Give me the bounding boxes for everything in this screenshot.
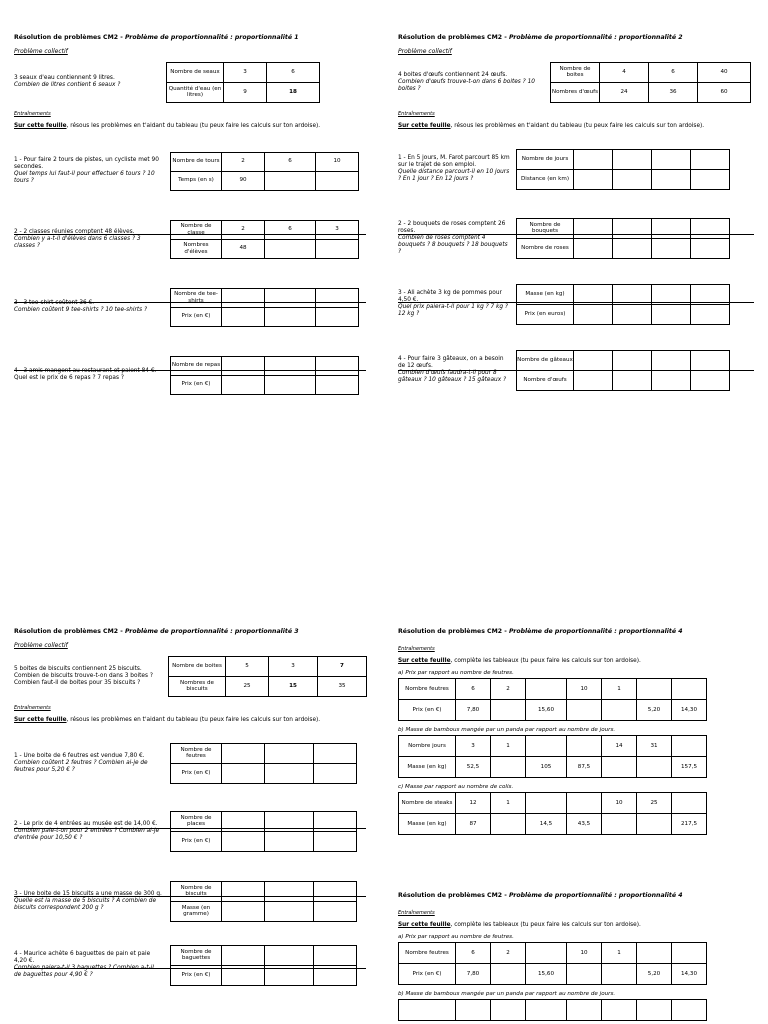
worksheet-4 [398, 628, 768, 835]
table-cell: 15,60 [526, 964, 567, 985]
table-cell: 15 [269, 676, 318, 696]
table-cell: Prix (en €) [399, 964, 456, 985]
table-cell [526, 679, 567, 700]
table-cell [314, 901, 357, 921]
table-cell [314, 763, 357, 783]
problem-table [170, 945, 357, 986]
table-cell [316, 307, 359, 326]
table-cell: 4 [600, 62, 649, 82]
table-cell [314, 945, 357, 965]
table-cell [613, 169, 652, 189]
table-cell: Nombres de biscuits [169, 676, 226, 696]
table-cell [691, 350, 730, 370]
table-a-label: a) Prix par rapport au nombre de feutres. [398, 934, 514, 940]
table-cell: 87,5 [567, 757, 602, 778]
table-cell [574, 238, 613, 258]
collectif-label: Problème collectif [398, 48, 452, 55]
table-cell: 25 [637, 793, 672, 814]
problem-1: 1 - Pour faire 2 tours de pistes, un cycliste met 90 secondes. Quel temps lui faut-il pour effectuer 6 tours ? 10 tours ? Nombre de tours 2 6 10 Temps (en s) 90 [14, 147, 384, 195]
table-cell: Nombre de tours [171, 152, 222, 171]
table-cell [265, 901, 314, 921]
collectif-table [168, 656, 367, 697]
table-cell [491, 964, 526, 985]
table-cell: 2 [222, 152, 265, 171]
table-cell: 52,5 [456, 757, 491, 778]
table-cell: 157,5 [672, 757, 707, 778]
table-cell: 35 [318, 676, 367, 696]
table-cell: Masse (en gramme) [171, 901, 222, 921]
problem-3: 3 - Ali achète 3 kg de pommes pour 4,50 €. Quel prix paiera-t-il pour 1 kg ? 7 kg ? 12 kg ? Masse (en kg) Prix (en euros) [398, 279, 768, 329]
consigne: Sur cette feuille, complète les tableaux (tu peux faire les calculs sur ton ardoise). [398, 658, 641, 664]
table-cell [567, 1000, 602, 1021]
table-cell [637, 679, 672, 700]
table-cell [491, 700, 526, 721]
table-cell [222, 307, 265, 326]
table-cell [222, 965, 265, 985]
table-cell: 14,5 [526, 814, 567, 835]
table-cell: 6 [267, 62, 320, 82]
worksheet-title: Résolution de problèmes CM2 - Problème de proportionnalité : proportionnalité 4 [398, 628, 683, 635]
table-cell [613, 350, 652, 370]
table-cell [691, 370, 730, 390]
table-cell [574, 284, 613, 304]
worksheet-title: Résolution de problèmes CM2 - Problème de proportionnalité : proportionnalité 1 [14, 34, 299, 41]
table-cell: Nombre de biscuits [171, 881, 222, 901]
table-cell: 2 [491, 679, 526, 700]
table-cell [652, 169, 691, 189]
collectif-label: Problème collectif [14, 642, 68, 649]
table-cell: 105 [526, 757, 567, 778]
problem-table [170, 811, 357, 852]
table-cell: 7,80 [456, 964, 491, 985]
table-cell [399, 1000, 456, 1021]
table-cell: Prix (en €) [171, 763, 222, 783]
table-cell [637, 757, 672, 778]
table-cell: 6 [265, 220, 316, 239]
table-cell [567, 964, 602, 985]
table-cell [265, 945, 314, 965]
table-cell: Nombre feutres [399, 679, 456, 700]
problem-2: 2 - 2 classes réunies comptent 48 élèves. Combien y a-t-il d'élèves dans 6 classes ? 3 classes ? Nombre de classe 2 6 3 Nombres d'élèves 48 [14, 215, 384, 263]
table-cell [613, 218, 652, 238]
table-cell: 5,20 [637, 700, 672, 721]
entrainements-label: Entraînements [398, 910, 435, 916]
problem-table [170, 743, 357, 784]
table-cell [652, 370, 691, 390]
table-cell [314, 965, 357, 985]
table-cell: 14,30 [672, 964, 707, 985]
table-cell [222, 356, 265, 375]
problem-2: 2 - Le prix de 4 entrées au musée est de 14,00 €. Combien paie-t-on pour 2 entrées ? Combien ai-je d'entrée pour 10,50 € ? Nombre de places Prix (en €) [14, 807, 384, 855]
collectif-problem: 3 seaux d'eau contiennent 9 litres. Combien de litres contient 6 seaux ? Nombre de seaux 3 6 Quantité d'eau (en litres) 9 18 [14, 59, 384, 105]
table-cell: 10 [602, 793, 637, 814]
problem-3: 3 - 3 tee-shirt coûtent 36 €. Combien coûtent 9 tee-shirts ? 10 tee-shirts ? Nombre de tee-shirts Prix (en €) [14, 283, 384, 331]
table-cell: Masse (en kg) [399, 814, 456, 835]
table-cell [222, 901, 265, 921]
table-cell [613, 149, 652, 169]
table-cell: 1 [602, 943, 637, 964]
table-cell: 1 [602, 679, 637, 700]
table-cell: Nombre jours [399, 736, 456, 757]
table-cell [574, 149, 613, 169]
table-cell: Nombre feutres [399, 943, 456, 964]
table-cell [672, 943, 707, 964]
table-cell [652, 350, 691, 370]
table-cell [602, 1000, 637, 1021]
table-cell [316, 171, 359, 190]
table-cell: 24 [600, 82, 649, 102]
table-cell [314, 811, 357, 831]
table-cell: 18 [267, 82, 320, 102]
problem-4: 4 - Maurice achète 6 baguettes de pain et paie 4,20 €. Combien paiera-t-il 3 baguettes ? Combien a-t-il de baguettes pour 4,90 € ? Nombre de baguettes Prix (en €) [14, 941, 384, 989]
table-cell: Nombre de bouquets [517, 218, 574, 238]
table-cell: Nombre de boites [551, 62, 600, 82]
table-cell [613, 284, 652, 304]
table-cell [526, 1000, 567, 1021]
table-cell [265, 288, 316, 307]
problem-table [516, 350, 730, 391]
problem-table [170, 152, 359, 191]
table-cell [316, 356, 359, 375]
table-cell [602, 757, 637, 778]
table-cell [691, 304, 730, 324]
table-cell [691, 149, 730, 169]
table-cell: 6 [265, 152, 316, 171]
consigne: Sur cette feuille, résous les problèmes en t'aidant du tableau (tu peux faire les calculs sur ton ardoise). [14, 123, 321, 129]
table-cell: Temps (en s) [171, 171, 222, 190]
problem-4: 4 - 3 amis mangent au restaurant et paient 84 €. Quel est le prix de 6 repas ? 7 repas ? Nombre de repas Prix (en €) [14, 351, 384, 399]
table-cell [491, 757, 526, 778]
table-cell [602, 964, 637, 985]
table-cell [672, 736, 707, 757]
consigne: Sur cette feuille, résous les problèmes en t'aidant du tableau (tu peux faire les calculs sur ton ardoise). [14, 717, 321, 723]
table-cell: Nombre de steaks [399, 793, 456, 814]
table-cell: 87 [456, 814, 491, 835]
table-cell [652, 149, 691, 169]
table-cell [574, 218, 613, 238]
table-b-label: b) Masse de bambous mangée par un panda par rapport au nombre de jours. [398, 727, 616, 733]
table-cell [222, 881, 265, 901]
consigne: Sur cette feuille, complète les tableaux (tu peux faire les calculs sur ton ardoise). [398, 922, 641, 928]
table-cell [574, 350, 613, 370]
problem-3: 3 - Une boite de 15 biscuits a une masse de 300 g. Quelle est la masse de 5 biscuits ? A combien de biscuits correspondent 200 g ? Nombre de biscuits Masse (en gramme) [14, 875, 384, 927]
table-cell [316, 288, 359, 307]
table-a [398, 678, 707, 721]
table-cell: Nombres d'œufs [551, 82, 600, 102]
table-cell [574, 304, 613, 324]
table-cell: Nombre de boites [169, 656, 226, 676]
table-cell: 3 [456, 736, 491, 757]
table-cell [526, 793, 567, 814]
entrainements-label: Entraînements [14, 705, 51, 711]
worksheet-1 [14, 34, 384, 399]
table-cell: 6 [649, 62, 698, 82]
worksheet-2 [398, 34, 768, 397]
table-cell: Nombre de roses [517, 238, 574, 258]
worksheet-title: Résolution de problèmes CM2 - Problème de proportionnalité : proportionnalité 2 [398, 34, 683, 41]
table-cell [637, 943, 672, 964]
table-cell: 7,80 [456, 700, 491, 721]
table-cell: Nombre de places [171, 811, 222, 831]
table-cell: Nombre de gâteaux [517, 350, 574, 370]
table-cell [222, 743, 265, 763]
table-cell: 5 [226, 656, 269, 676]
table-cell: Prix (en €) [171, 375, 222, 394]
table-cell [574, 169, 613, 189]
consigne: Sur cette feuille, résous les problèmes en t'aidant du tableau (tu peux faire les calculs sur ton ardoise). [398, 123, 705, 129]
table-cell [222, 945, 265, 965]
table-cell [316, 239, 359, 258]
table-cell: 15,60 [526, 700, 567, 721]
table-cell: 10 [316, 152, 359, 171]
table-cell [652, 284, 691, 304]
table-cell [613, 370, 652, 390]
table-cell [314, 831, 357, 851]
table-cell: Masse (en kg) [517, 284, 574, 304]
problem-table [170, 288, 359, 327]
problem-table [516, 149, 730, 190]
collectif-problem: 4 boites d'œufs contiennent 24 œufs. Combien d'œufs trouve-t-on dans 6 boites ? 10 boites ? Nombre de boites 4 6 40 Nombres d'œufs 24 36 60 [398, 59, 768, 105]
worksheet-title: Résolution de problèmes CM2 - Problème de proportionnalité : proportionnalité 3 [14, 628, 299, 635]
table-cell [691, 218, 730, 238]
table-cell [526, 736, 567, 757]
table-b [398, 735, 707, 778]
table-cell [491, 1000, 526, 1021]
table-cell: Nombre de repas [171, 356, 222, 375]
table-cell: 14,30 [672, 700, 707, 721]
table-cell: Prix (en euros) [517, 304, 574, 324]
problem-2: 2 - 2 bouquets de roses comptent 26 roses. Combien de roses comptent 4 bouquets ? 8 bouquets ? 18 bouquets ? Nombre de bouquets Nombre de roses [398, 211, 768, 265]
table-a-label: a) Prix par rapport au nombre de feutres. [398, 670, 514, 676]
table-cell: 90 [222, 171, 265, 190]
table-cell: Nombre de baguettes [171, 945, 222, 965]
table-cell [222, 288, 265, 307]
problem-4: 4 - Pour faire 3 gâteaux, on a besoin de 12 œufs. Combien d'œufs faudra-t-il pour 8 gâteaux ? 10 gâteaux ? 15 gâteaux ? Nombre de gâteaux Nombre d'œufs [398, 343, 768, 397]
table-cell [652, 238, 691, 258]
table-cell: Nombre d'œufs [517, 370, 574, 390]
table-cell: Nombre de classe [171, 220, 222, 239]
table-cell [574, 370, 613, 390]
table-cell: 5,20 [637, 964, 672, 985]
table-cell [222, 831, 265, 851]
table-cell: 10 [567, 943, 602, 964]
collectif-table [550, 62, 751, 103]
table-cell [691, 238, 730, 258]
table-cell: Quantité d'eau (en litres) [167, 82, 224, 102]
table-cell [316, 375, 359, 394]
table-cell [672, 1000, 707, 1021]
table-cell: 36 [649, 82, 698, 102]
entrainements-label: Entraînements [398, 111, 435, 117]
table-cell [672, 793, 707, 814]
table-cell [265, 375, 316, 394]
worksheet-3 [14, 628, 384, 989]
entrainements-label: Entraînements [14, 111, 51, 117]
table-cell [456, 1000, 491, 1021]
table-cell [265, 965, 314, 985]
collectif-problem: 5 boites de biscuits contiennent 25 biscuits. Combien de biscuits trouve-t-on dans 3 boites ? Combien faut-il de boites pour 35 biscuits ? Nombre de boites 5 3 7 Nombres de biscuits 25 15 35 [14, 653, 384, 699]
table-cell [265, 307, 316, 326]
table-cell: Prix (en €) [171, 831, 222, 851]
problem-1: 1 - En 5 jours, M. Farot parcourt 85 km sur le trajet de son emploi. Quelle distance parcourt-il en 10 jours ? En 1 jour ? En 12 jours ? Nombre de jours Distance (en km) [398, 141, 768, 197]
problem-table [170, 881, 357, 922]
table-cell [691, 284, 730, 304]
table-cell: 2 [491, 943, 526, 964]
worksheet-title: Résolution de problèmes CM2 - Problème de proportionnalité : proportionnalité 4 [398, 892, 683, 899]
table-cell: Masse (en kg) [399, 757, 456, 778]
table-cell: Prix (en €) [399, 700, 456, 721]
table-cell: Nombres d'élèves [171, 239, 222, 258]
table-cell [265, 763, 314, 783]
table-cell: 60 [698, 82, 751, 102]
table-cell [222, 811, 265, 831]
table-cell: 48 [222, 239, 265, 258]
table-cell: 3 [269, 656, 318, 676]
table-cell: 3 [224, 62, 267, 82]
collectif-label: Problème collectif [14, 48, 68, 55]
table-cell: 3 [316, 220, 359, 239]
table-cell [222, 763, 265, 783]
table-cell: 12 [456, 793, 491, 814]
table-cell [637, 1000, 672, 1021]
table-cell: 1 [491, 793, 526, 814]
table-cell: Nombre de tee-shirts [171, 288, 222, 307]
table-cell [314, 743, 357, 763]
table-cell: 6 [456, 679, 491, 700]
table-cell: 40 [698, 62, 751, 82]
table-cell [265, 239, 316, 258]
table-cell [265, 356, 316, 375]
table-cell [613, 238, 652, 258]
table-b-label: b) Masse de bambous mangée par un panda par rapport au nombre de jours. [398, 991, 616, 997]
table-cell: Prix (en €) [171, 307, 222, 326]
table-c [398, 792, 707, 835]
problem-table [170, 220, 359, 259]
table-cell: Nombre de jours [517, 149, 574, 169]
table-cell: 217,5 [672, 814, 707, 835]
table-cell [265, 171, 316, 190]
table-cell: 7 [318, 656, 367, 676]
table-cell [602, 700, 637, 721]
table-cell [613, 304, 652, 324]
table-cell [652, 218, 691, 238]
table-cell: 9 [224, 82, 267, 102]
table-a [398, 942, 707, 985]
table-cell: 14 [602, 736, 637, 757]
table-cell: Nombre de feutres [171, 743, 222, 763]
table-cell [314, 881, 357, 901]
table-b [398, 999, 707, 1021]
worksheet-5 [398, 892, 768, 1021]
table-cell [265, 831, 314, 851]
table-cell: Distance (en km) [517, 169, 574, 189]
table-cell [567, 793, 602, 814]
table-cell [602, 814, 637, 835]
problem-table [170, 356, 359, 395]
table-cell [672, 679, 707, 700]
table-cell [567, 700, 602, 721]
table-cell: Nombre de seaux [167, 62, 224, 82]
table-cell: 10 [567, 679, 602, 700]
table-cell: 43,5 [567, 814, 602, 835]
table-cell [265, 881, 314, 901]
entrainements-label: Entraînements [398, 646, 435, 652]
table-cell: 6 [456, 943, 491, 964]
table-cell [222, 375, 265, 394]
problem-table [516, 218, 730, 259]
table-cell [652, 304, 691, 324]
collectif-table [166, 62, 320, 103]
table-cell: 25 [226, 676, 269, 696]
table-cell: 2 [222, 220, 265, 239]
table-cell [637, 814, 672, 835]
problem-table [516, 284, 730, 325]
table-cell [265, 811, 314, 831]
table-cell [265, 743, 314, 763]
table-cell [567, 736, 602, 757]
table-cell: Prix (en €) [171, 965, 222, 985]
table-c-label: c) Masse par rapport au nombre de colis. [398, 784, 514, 790]
table-cell [491, 814, 526, 835]
table-cell [691, 169, 730, 189]
table-cell: 31 [637, 736, 672, 757]
table-cell [526, 943, 567, 964]
table-cell: 1 [491, 736, 526, 757]
problem-1: 1 - Une boite de 6 feutres est vendue 7,80 €. Combien coûtent 2 feutres ? Combien ai-je de feutres pour 5,20 € ? Nombre de feutres Prix (en €) [14, 739, 384, 787]
